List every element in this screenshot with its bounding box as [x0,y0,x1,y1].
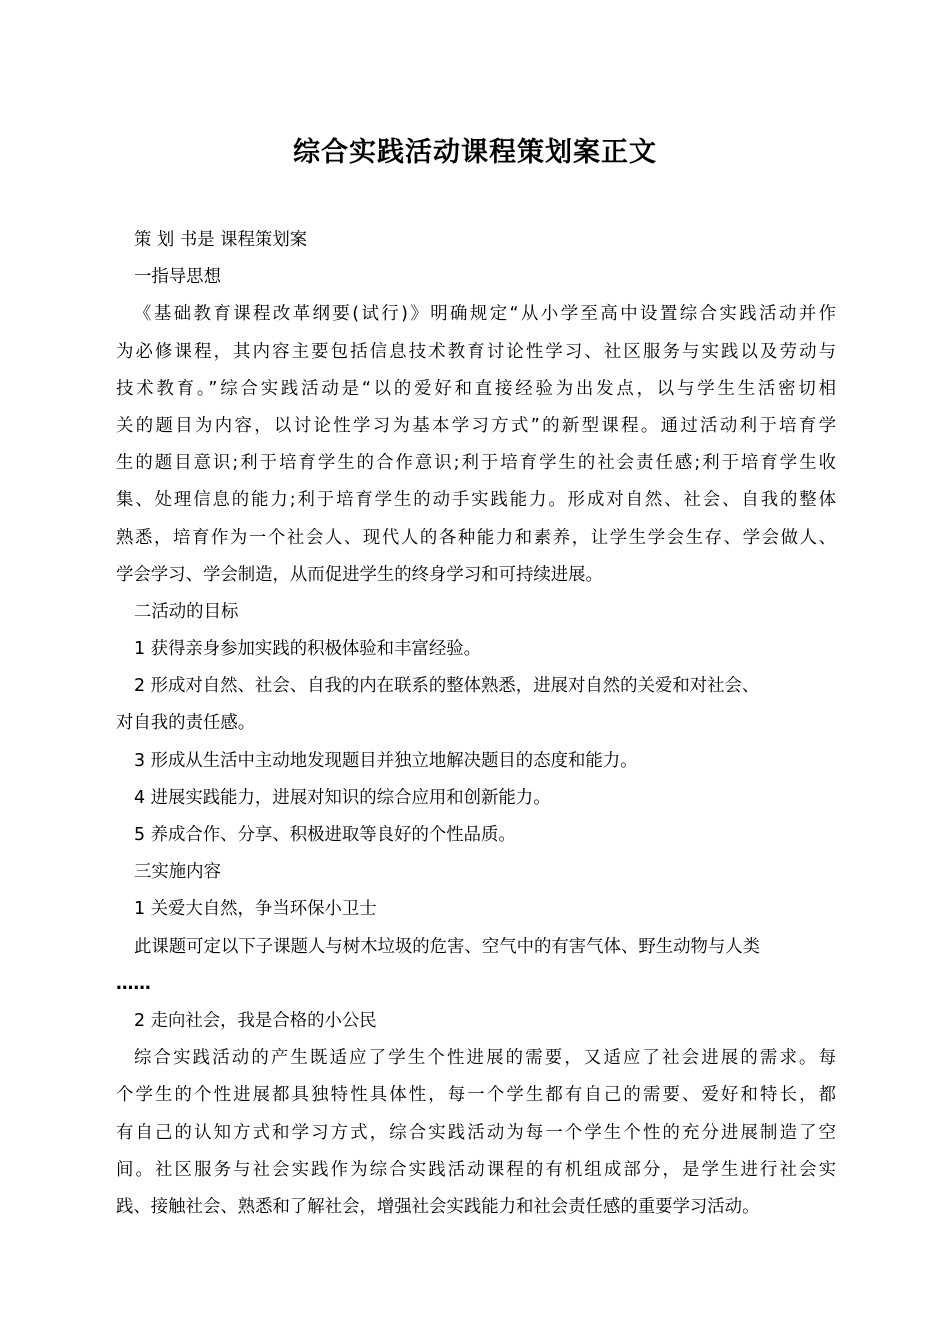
list-item: 4 进展实践能力，进展对知识的综合应用和创新能力。 [134,787,551,808]
list-item: 5 养成合作、分享、积极进取等良好的个性品质。 [134,825,516,845]
section-heading: 二活动的目标 [134,601,239,622]
paragraph-line: 个学生的个性进展都具独特性具体性，每一个学生都有自己的需要、爱好和特长，都 [116,1085,836,1106]
paragraph-line: 践、接触社会、熟悉和了解社会，增强社会实践能力和社会责任感的重要学习活动。 [116,1196,760,1217]
document-body [116,222,836,1226]
subsection-heading: 1 关爱大自然，争当环保小卫士 [134,899,377,920]
paragraph-line: 《基础教育课程改革纲要(试行)》明确规定“从小学至高中设置综合实践活动并作 [134,304,836,325]
list-item: 3 形成从生活中主动地发现题目并独立地解决题目的态度和能力。 [134,750,638,771]
paragraph-line: 有自己的认知方式和学习方式，综合实践活动为每一个学生个性的充分进展制造了空 [116,1122,836,1143]
paragraph-line: 集、处理信息的能力;利于培育学生的动手实践能力。形成对自然、社会、自我的整体 [116,490,836,511]
document-title: 综合实践活动课程策划案正文 [293,137,657,168]
list-item-continuation: 对自我的责任感。 [116,713,256,734]
paragraph-line: 为必修课程，其内容主要包括信息技术教育讨论性学习、社区服务与实践以及劳动与 [116,341,836,362]
section-heading: 一指导思想 [134,267,221,288]
text-line: 策 划 书是 课程策划案 [134,230,308,250]
paragraph-line: 生的题目意识;利于培育学生的合作意识;利于培育学生的社会责任感;利于培育学生收 [116,453,836,474]
list-item: 1 获得亲身参加实践的积极体验和丰富经验。 [134,639,482,660]
paragraph-line: 熟悉，培育作为一个社会人、现代人的各种能力和素养，让学生学会生存、学会做人、 [116,527,836,548]
paragraph-line: 关的题目为内容，以讨论性学习为基本学习方式”的新型课程。通过活动利于培育学 [116,415,836,436]
paragraph-line: 综合实践活动的产生既适应了学生个性进展的需要，又适应了社会进展的需求。每 [134,1048,836,1069]
paragraph-line: 间。社区服务与社会实践作为综合实践活动课程的有机组成部分，是学生进行社会实 [116,1159,836,1180]
list-item: 2 形成对自然、社会、自我的内在联系的整体熟悉，进展对自然的关爱和对社会、 [134,676,760,697]
paragraph-line: 学会学习、学会制造，从而促进学生的终身学习和可持续进展。 [116,564,603,585]
ellipsis-line: …… [116,973,151,994]
paragraph-line: 此课题可定以下子课题人与树木垃圾的危害、空气中的有害气体、野生动物与人类 [134,936,761,957]
subsection-heading: 2 走向社会，我是合格的小公民 [134,1010,377,1031]
paragraph-line: 技术教育。”综合实践活动是“以的爱好和直接经验为出发点，以与学生生活密切相 [116,378,836,399]
section-heading: 三实施内容 [134,862,221,883]
